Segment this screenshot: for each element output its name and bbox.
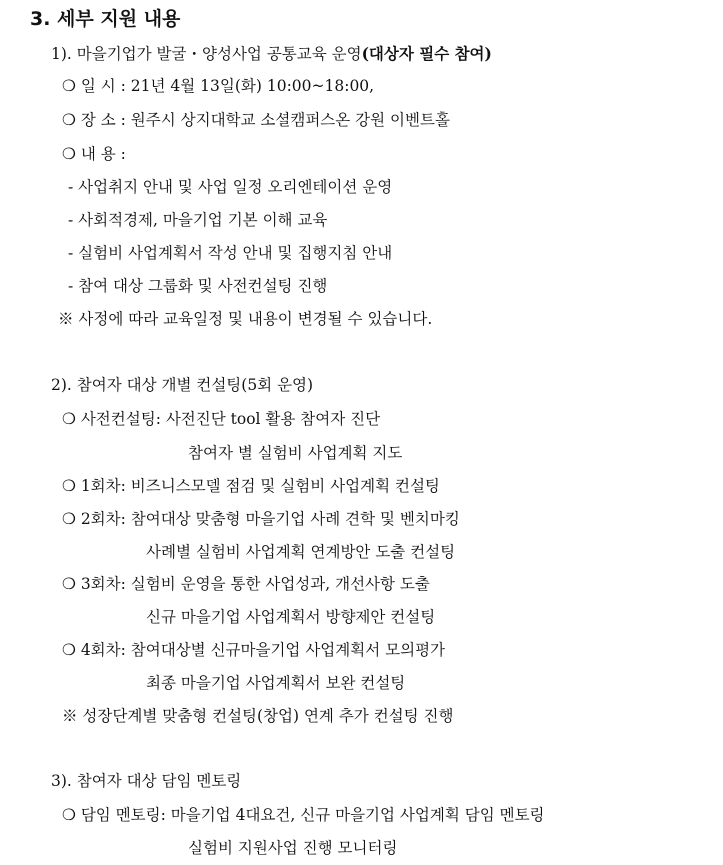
- consulting-round-2: ❍ 2회차: 참여대상 맞춤형 마을기업 사례 견학 및 벤치마킹: [62, 510, 460, 528]
- subsection-3-heading: 3). 참여자 대상 담임 멘토링: [51, 772, 242, 790]
- subsection-2-heading: 2). 참여자 대상 개별 컨설팅(5회 운영): [51, 376, 314, 394]
- subsection-1-heading-text: 1). 마을기업가 발굴・양성사업 공통교육 운영: [51, 45, 362, 63]
- mentoring-cont: 실험비 지원사업 진행 모니터링: [188, 839, 398, 857]
- consulting-pre: ❍ 사전컨설팅: 사전진단 tool 활용 참여자 진단: [62, 410, 381, 428]
- consulting-round-1: ❍ 1회차: 비즈니스모델 점검 및 실험비 사업계획 컨설팅: [62, 477, 440, 495]
- content-item: - 실험비 사업계획서 작성 안내 및 집행지침 안내: [68, 244, 393, 262]
- subsection-1-heading: [51, 46, 492, 63]
- consulting-round-3: ❍ 3회차: 실험비 운영을 통한 사업성과, 개선사항 도출: [62, 575, 430, 593]
- content-item: - 사회적경제, 마을기업 기본 이해 교육: [68, 211, 328, 229]
- consulting-round-4: ❍ 4회차: 참여대상별 신규마을기업 사업계획서 모의평가: [62, 641, 446, 659]
- schedule-date: ❍ 일 시 : 21년 4월 13일(화) 10:00~18:00,: [62, 77, 375, 95]
- subsection-1-note: ※ 사정에 따라 교육일정 및 내용이 변경될 수 있습니다.: [58, 310, 433, 328]
- consulting-round-3-cont: 신규 마을기업 사업계획서 방향제안 컨설팅: [146, 608, 436, 626]
- content-item: - 참여 대상 그룹화 및 사전컨설팅 진행: [68, 277, 328, 295]
- schedule-content-label: ❍ 내 용 :: [62, 145, 126, 163]
- mentoring: ❍ 담임 멘토링: 마을기업 4대요건, 신규 마을기업 사업계획 담임 멘토링: [62, 806, 545, 824]
- content-item: - 사업취지 안내 및 사업 일정 오리엔테이션 운영: [68, 178, 393, 196]
- consulting-round-4-cont: 최종 마을기업 사업계획서 보완 컨설팅: [146, 674, 406, 692]
- section-title: 3. 세부 지원 내용: [30, 8, 181, 30]
- subsection-2-note: ※ 성장단계별 맞춤형 컨설팅(창업) 연계 추가 컨설팅 진행: [62, 707, 454, 725]
- consulting-round-2-cont: 사례별 실험비 사업계획 연계방안 도출 컨설팅: [146, 543, 456, 561]
- consulting-pre-cont: 참여자 별 실험비 사업계획 지도: [188, 444, 403, 462]
- subsection-1-heading-emphasis: (대상자 필수 참여): [361, 44, 492, 63]
- schedule-place: ❍ 장 소 : 원주시 상지대학교 소셜캠퍼스온 강원 이벤트홀: [62, 111, 450, 129]
